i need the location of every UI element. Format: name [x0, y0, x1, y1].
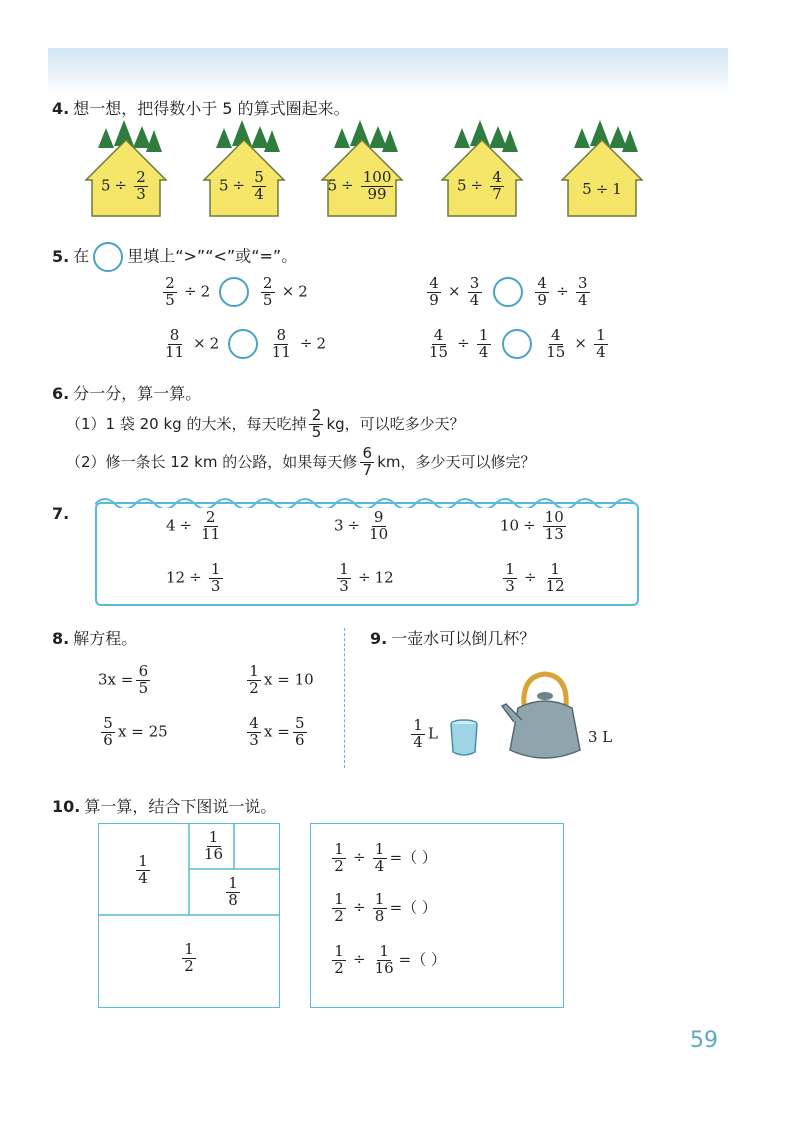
house-5-icon	[560, 118, 644, 218]
fraction-square	[98, 823, 280, 1008]
q5-left-row-2: $\frac{8}{11}$ × 2 $\frac{8}{11}$ ÷ 2	[165, 326, 326, 361]
q5-heading: 5. 在 里填上“>”“<”或“=”。	[52, 242, 297, 272]
house-5-expr: 5 ÷ 1	[582, 180, 622, 198]
q8-equation-1: 3x = $\frac{6}{5}$	[98, 664, 153, 697]
q9-heading: 9. 一壶水可以倒几杯？	[370, 629, 536, 648]
compare-circle-input[interactable]	[502, 329, 532, 359]
q8-equation-4: $\frac{4}{3}$ x = $\frac{5}{6}$	[244, 716, 310, 749]
label-quarter: $\frac{1}{4}$	[133, 854, 153, 887]
q8-equation-3: $\frac{5}{6}$ x = 25	[98, 716, 168, 749]
fraction-grid-lines	[99, 824, 279, 1007]
q7-expr-1: 4 ÷ $\frac{2}{11}$	[166, 508, 221, 543]
compare-circle-input[interactable]	[493, 277, 523, 307]
q7-expr-3: 10 ÷ $\frac{10}{13}$	[500, 508, 564, 543]
header-band	[48, 48, 728, 96]
house-2-icon	[202, 118, 286, 218]
label-sixteenth: $\frac{1}{16}$	[204, 828, 224, 863]
house-2[interactable]	[202, 118, 286, 218]
q7-expr-6: $\frac{1}{3}$ ÷ $\frac{1}{12}$	[500, 562, 570, 595]
kettle-label: 3 L	[588, 728, 613, 746]
q7-expr-2: 3 ÷ $\frac{9}{10}$	[334, 508, 389, 543]
compare-circle-input[interactable]	[219, 277, 249, 307]
compare-circle-input[interactable]	[228, 329, 258, 359]
q5-left-row-1: $\frac{2}{5}$ ÷ 2 $\frac{2}{5}$ × 2	[160, 276, 308, 309]
house-4-icon	[440, 118, 524, 218]
q4-heading: 4. 想一想，把得数小于 5 的算式圈起来。	[52, 99, 350, 118]
q5-right-row-1: $\frac{4}{9}$ × $\frac{3}{4}$ $\frac{4}{9}$ ÷ $\frac{3}{4}$	[424, 276, 593, 309]
q10-equation-3[interactable]: $\frac{1}{2}$ ÷ $\frac{1}{16}$ =（ ）	[329, 944, 446, 977]
page-number: 59	[690, 1028, 718, 1053]
q10-equation-2[interactable]: $\frac{1}{2}$ ÷ $\frac{1}{8}$ =（ ）	[329, 892, 437, 925]
label-half: $\frac{1}{2}$	[179, 942, 199, 975]
cup-label: $\frac{1}{4}$ L	[408, 718, 438, 751]
q7-expr-4: 12 ÷ $\frac{1}{3}$	[166, 562, 226, 595]
q6-problem-2: （2）修一条长 12 km 的公路，如果每天修 $\frac{6}{7}$ km，多少天可以修完？	[66, 444, 536, 479]
q5-right-row-2: $\frac{4}{15}$ ÷ $\frac{1}{4}$ $\frac{4}{15}$ × $\frac{1}{4}$	[424, 328, 611, 361]
q7-heading: 7.	[52, 504, 70, 523]
q6-heading: 6. 分一分，算一算。	[52, 384, 202, 403]
house-1[interactable]	[84, 118, 168, 218]
q8-equation-2: $\frac{1}{2}$ x = 10	[244, 664, 314, 697]
label-eighth: $\frac{1}{8}$	[223, 876, 243, 909]
house-1-icon	[84, 118, 168, 218]
q8-heading: 8. 解方程。	[52, 629, 138, 648]
divider	[344, 628, 345, 768]
q10-equation-box	[310, 823, 564, 1008]
house-3[interactable]	[320, 118, 404, 218]
kettle-icon	[500, 666, 590, 766]
q6-problem-1: （1）1 袋 20 kg 的大米，每天吃掉 $\frac{2}{5}$ kg，可以吃多少天？	[66, 406, 465, 441]
q10-heading: 10. 算一算，结合下图说一说。	[52, 797, 277, 816]
house-2-expr: 5 ÷ $\frac{5}{4}$	[202, 170, 286, 203]
house-1-expr: 5 ÷ $\frac{2}{3}$	[84, 170, 168, 203]
cup-icon	[448, 718, 482, 758]
house-4[interactable]	[440, 118, 524, 218]
house-4-expr: 5 ÷ $\frac{4}{7}$	[440, 170, 524, 203]
q7-expr-5: $\frac{1}{3}$ ÷ 12	[334, 562, 394, 595]
q10-equation-1[interactable]: $\frac{1}{2}$ ÷ $\frac{1}{4}$ =（ ）	[329, 842, 437, 875]
house-5[interactable]	[560, 118, 644, 218]
circle-icon	[93, 242, 123, 272]
house-3-icon	[320, 118, 404, 218]
house-3-expr: 5 ÷ $\frac{100}{99}$	[327, 168, 392, 203]
